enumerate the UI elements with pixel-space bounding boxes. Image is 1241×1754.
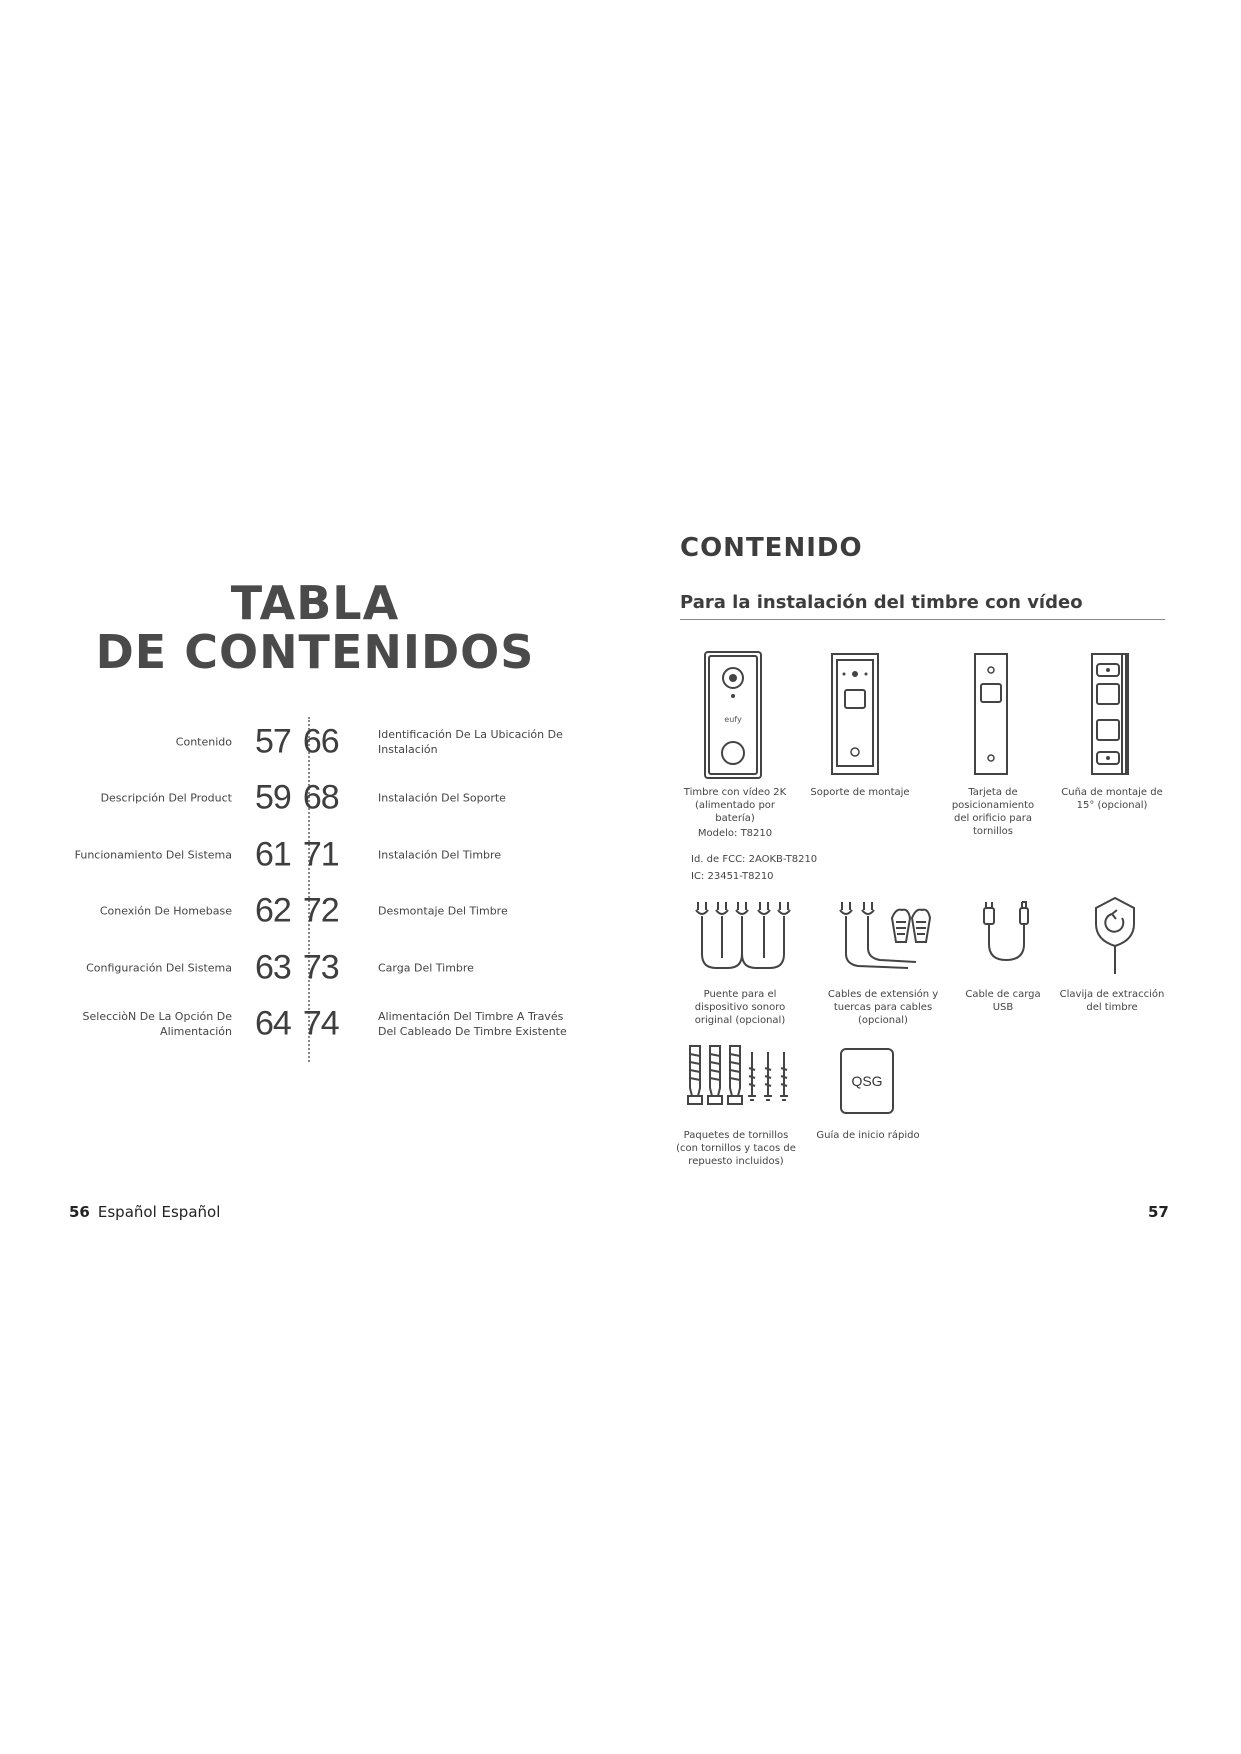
toc-left-label[interactable]: Descripción Del Product xyxy=(100,791,232,805)
page-number: 57 xyxy=(1148,1203,1169,1221)
toc-left-label[interactable]: Conexión De Homebase xyxy=(99,904,232,918)
toc-page-numbers[interactable]: 59 68 xyxy=(255,778,339,817)
screws-icon xyxy=(684,1040,800,1112)
toc-title-line1: TABLA xyxy=(230,576,400,630)
doorbell-caption: Timbre con vídeo 2K (alimentado por batería) xyxy=(683,787,787,824)
toc-right-label[interactable]: Instalación Del Timbre xyxy=(378,848,502,862)
extension-cables-icon xyxy=(836,898,936,976)
release-pin-icon xyxy=(1090,894,1140,978)
content-title: CONTENIDO xyxy=(680,533,863,563)
toc-row xyxy=(80,943,600,993)
toc-page-numbers[interactable]: 57 66 xyxy=(255,722,339,761)
toc-right-label[interactable]: Carga Del Timbre xyxy=(378,961,474,975)
toc-right-label[interactable]: Alimentación Del Timbre A Través Del Cableado De Timbre Existente xyxy=(378,1010,567,1038)
page-number: 56 xyxy=(69,1203,90,1221)
toc-row xyxy=(80,886,600,936)
toc-right-label[interactable]: Desmontaje Del Timbre xyxy=(378,904,508,918)
positioning-card-icon xyxy=(973,652,1009,776)
toc-page-numbers[interactable]: 63 73 xyxy=(255,948,339,987)
jumper-caption: Puente para el dispositivo sonoro original (opcional) xyxy=(694,989,786,1026)
toc-right-label[interactable]: Instalación Del Soporte xyxy=(378,791,506,805)
extension-caption: Cables de extensión y tuercas para cables (opcional) xyxy=(827,989,939,1026)
toc-left-label[interactable]: Configuración Del Sistema xyxy=(86,961,232,975)
wedge-icon xyxy=(1090,652,1130,776)
card-caption: Tarjeta de posicionamiento del orificio para tornillos xyxy=(951,787,1035,837)
toc-row xyxy=(80,717,600,767)
section-title: Para la instalación del timbre con vídeo xyxy=(680,592,1165,620)
pin-caption: Clavija de extracción del timbre xyxy=(1059,989,1165,1013)
qsg-caption: Guía de inicio rápido xyxy=(816,1130,920,1141)
footer-language: Español Español xyxy=(97,1203,221,1221)
usb-cable-icon xyxy=(978,898,1038,970)
fcc-id: Id. de FCC: 2AOKB-T8210 xyxy=(691,854,818,865)
toc-left-label[interactable]: Funcionamiento Del Sistema xyxy=(74,848,232,862)
toc-left-label[interactable]: SelecciòN De La Opción De Alimentación xyxy=(82,1010,232,1038)
bracket-caption: Soporte de montaje xyxy=(810,787,910,798)
toc-page-numbers[interactable]: 61 71 xyxy=(255,835,339,874)
jumper-wire-icon xyxy=(690,898,800,976)
doorbell-icon xyxy=(703,650,763,780)
mounting-bracket-icon xyxy=(830,652,880,776)
model-label: Modelo: T8210 xyxy=(697,828,773,839)
usb-caption: Cable de carga USB xyxy=(965,989,1041,1013)
toc-row xyxy=(80,999,600,1049)
toc-left-label[interactable]: Contenido xyxy=(175,735,232,749)
qsg-booklet-icon: QSG xyxy=(840,1048,894,1114)
toc-right-label[interactable]: Identificación De La Ubicación De Instalación xyxy=(378,728,563,756)
ic-id: IC: 23451-T8210 xyxy=(691,871,774,882)
screws-caption: Paquetes de tornillos (con tornillos y tacos de repuesto incluidos) xyxy=(676,1130,796,1167)
toc-page-numbers[interactable]: 62 72 xyxy=(255,891,339,930)
brand-logo: eufy xyxy=(724,715,742,724)
toc-row xyxy=(74,830,600,880)
wedge-caption: Cuña de montaje de 15° (opcional) xyxy=(1061,787,1163,811)
toc-title-line2: DE CONTENIDOS xyxy=(95,625,535,679)
toc-page-numbers[interactable]: 64 74 xyxy=(255,1004,339,1043)
footer-left xyxy=(69,1203,220,1221)
toc-row xyxy=(80,773,600,823)
